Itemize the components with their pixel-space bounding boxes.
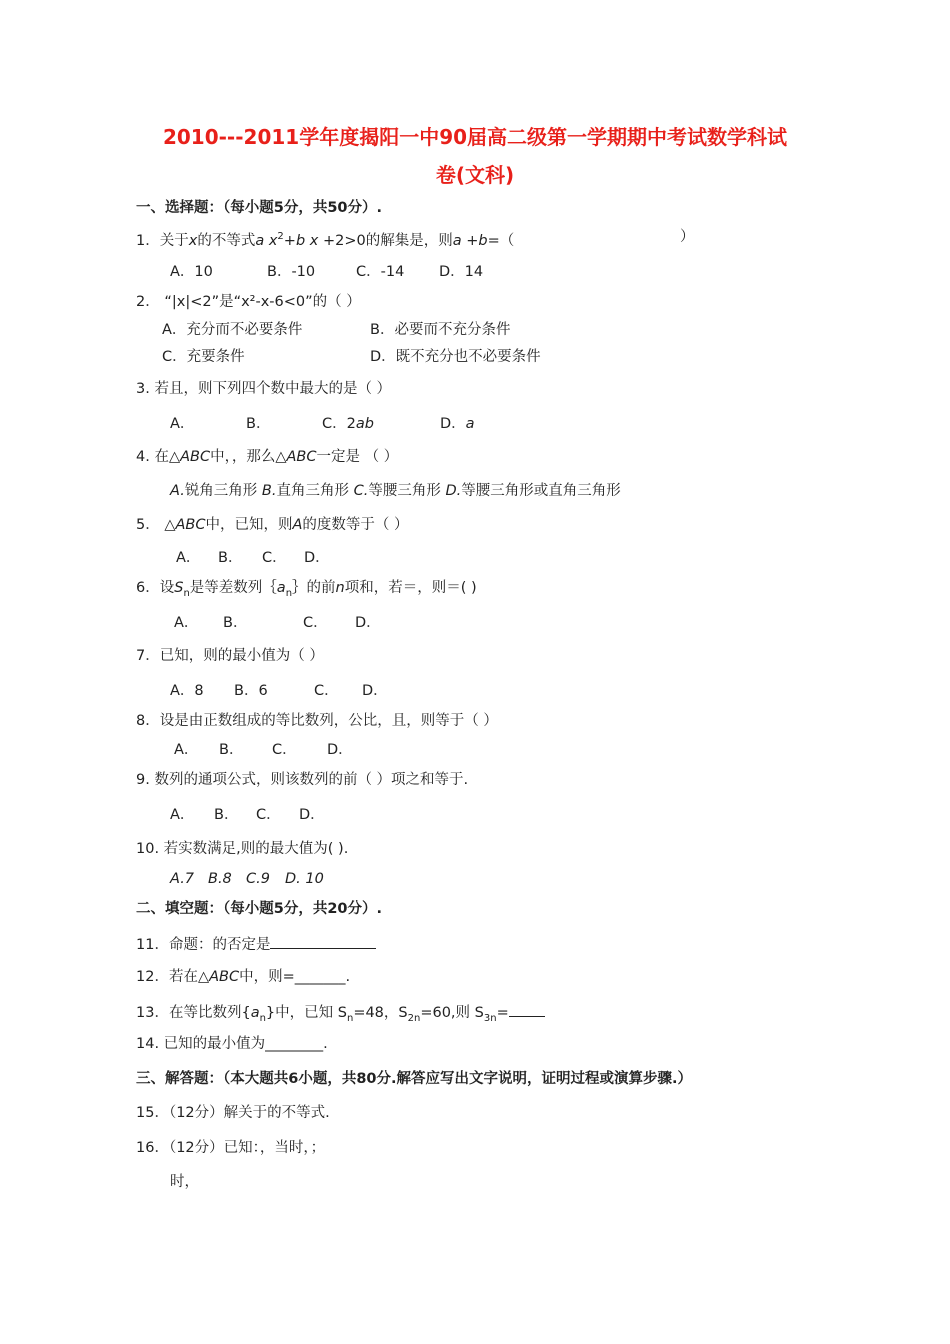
question-3: 3. 若且，则下列四个数中最大的是（ ） [136, 381, 392, 397]
exam-title-line2: 卷(文科) [435, 163, 515, 187]
q5-abc: ABC [175, 517, 206, 533]
q4-abc2: ABC [286, 449, 317, 465]
q5-option-a: A． [176, 550, 201, 566]
q6-option-c: C． [303, 615, 328, 631]
q11-answer-blank[interactable] [270, 933, 376, 949]
q5-post: 的度数等于（ ） [302, 517, 409, 533]
q6-mid2: ｝的前 [292, 580, 336, 596]
q1-eq: =（ [487, 232, 515, 249]
question-9: 9. 数列的通项公式，则该数列的前（ ）项之和等于. [136, 772, 469, 788]
q13-mid2: =48，S [353, 1005, 408, 1021]
q10-option-b: B.8 [208, 871, 232, 887]
question-12 [136, 967, 350, 987]
q5-option-b: B． [218, 550, 243, 566]
q13-mid3: =60,则 S [420, 1005, 484, 1021]
question-7: 7．已知，则的最小值为（ ） [136, 648, 324, 664]
q5-pre: 5． △ [136, 517, 176, 533]
q13-sub2: 2n [407, 1012, 421, 1024]
question-13 [136, 1001, 545, 1029]
q1-sup2: 2 [277, 231, 284, 242]
q4-option-d-label: D. [445, 483, 462, 499]
q1-plus1: + [283, 232, 296, 249]
exam-title-line1: 2010---2011学年度揭阳一中90届高二级第一学期期中考试数学科试 [162, 125, 788, 149]
q3-option-d-label: D． [440, 416, 466, 432]
q6-an: a [276, 580, 286, 596]
q6-pre: 6．设 [136, 580, 175, 596]
q2-option-a: A．充分而不必要条件 [162, 322, 303, 338]
question-10: 10. 若实数满足,则的最大值为( ). [136, 841, 349, 857]
question-5 [136, 515, 409, 535]
q4-option-b: 直角三角形 [276, 483, 354, 499]
q1-option-c: C．-14 [356, 264, 405, 280]
q5-a: A [292, 517, 303, 533]
q5-mid: 中，已知，则 [205, 517, 293, 533]
q8-option-c: C． [272, 742, 297, 758]
question-15: 15．（12分）解关于的不等式. [136, 1105, 330, 1121]
question-1 [136, 227, 514, 251]
q1-a1: a [255, 232, 265, 249]
q6-mid1: 是等差数列｛ [189, 580, 277, 596]
question-11 [136, 933, 376, 955]
q3-option-c [322, 414, 374, 434]
q1-a2: a [452, 232, 462, 249]
q2-option-c: C．充要条件 [162, 349, 245, 365]
q9-option-c: C． [256, 807, 281, 823]
q6-option-b: B． [223, 615, 248, 631]
q4-option-a-label: A. [170, 483, 185, 499]
q4-option-c-label: C. [353, 483, 369, 499]
q4-post: 一定是 （ ） [316, 449, 399, 465]
q4-pre: 4. 在△ [136, 449, 181, 465]
question-14: 14. 已知的最小值为________. [136, 1036, 328, 1052]
q1-b1: b [295, 232, 306, 249]
q12-post: 中，则=_______. [239, 969, 351, 985]
q13-pre: 13．在等比数列{ [136, 1005, 251, 1021]
q6-sub-n: n [183, 587, 190, 599]
q13-sub3: 3n [483, 1012, 497, 1024]
q1-x1: x [188, 232, 198, 249]
section-choice-heading: 一、选择题：（每小题5分，共50分）. [136, 200, 383, 216]
q2-option-d: D．既不充分也不必要条件 [370, 349, 541, 365]
q3-option-b: B． [246, 416, 271, 432]
q4-mid: 中，，那么△ [210, 449, 287, 465]
q8-option-d: D． [327, 742, 353, 758]
q4-option-b-label: B. [261, 483, 277, 499]
q3-option-c-ab: ab [355, 416, 374, 432]
q10-option-d: D. 10 [285, 871, 324, 887]
q9-option-a: A． [170, 807, 195, 823]
q5-option-c: C． [262, 550, 287, 566]
q7-option-b: B．6 [234, 683, 268, 699]
q7-option-d: D． [362, 683, 388, 699]
q1-x3: x [309, 232, 319, 249]
q13-an: a [250, 1005, 260, 1021]
q13-sub1: n [346, 1012, 354, 1024]
section-solve-heading: 三、解答题：（本大题共6小题，共80分.解答应写出文字说明，证明过程或演算步骤.） [136, 1071, 693, 1087]
q6-option-d: D． [355, 615, 381, 631]
q8-option-a: A． [174, 742, 199, 758]
q1-option-b: B．-10 [267, 264, 316, 280]
q13-answer-blank[interactable] [509, 1001, 545, 1017]
question-16: 16．（12分）已知：，当时，； [136, 1140, 326, 1156]
q4-option-a: 锐角三角形 [184, 483, 262, 499]
q10-option-a: A.7 [170, 871, 195, 887]
q1-plus2: + [461, 232, 479, 249]
q1-option-d: D．14 [439, 264, 484, 280]
q4-option-c: 等腰三角形 [368, 483, 446, 499]
q1-close-paren: ） [680, 229, 695, 245]
q13-post: = [496, 1005, 509, 1021]
q6-post: 项和，若＝，则＝( ) [344, 580, 477, 596]
q1-b2: b [478, 232, 488, 249]
q7-option-c: C． [314, 683, 339, 699]
q9-option-b: B． [214, 807, 239, 823]
q3-option-a: A． [170, 416, 195, 432]
q8-option-b: B． [219, 742, 244, 758]
q3-option-c-label: C．2 [322, 416, 356, 432]
q4-abc1: ABC [180, 449, 211, 465]
q9-option-d: D． [299, 807, 325, 823]
q1-rest: +2>0的解集是，则 [318, 232, 453, 249]
q1-mid: 的不等式 [197, 232, 256, 249]
q5-option-d: D． [304, 550, 330, 566]
q1-pre: 关于 [159, 232, 189, 249]
question-16-continuation: 时， [170, 1174, 199, 1190]
q10-option-c: C.9 [246, 871, 270, 887]
q6-s: S [174, 580, 184, 596]
question-2: 2． “|x|<2”是“x²-x-6<0”的（ ） [136, 294, 361, 310]
q12-pre: 12．若在△ [136, 969, 210, 985]
question-6 [136, 578, 477, 604]
q4-options [170, 481, 621, 501]
q12-abc: ABC [209, 969, 240, 985]
q13-mid1: }中，已知 S [265, 1005, 347, 1021]
q1-x2: x [268, 232, 278, 249]
q3-option-d [440, 414, 475, 434]
q1-option-a: A．10 [170, 264, 213, 280]
q1-num: 1． [136, 232, 160, 249]
question-4 [136, 447, 398, 467]
q4-option-d: 等腰三角形或直角三角形 [461, 483, 621, 499]
q6-option-a: A． [174, 615, 199, 631]
q7-option-a: A．8 [170, 683, 204, 699]
q6-sub-n2: n [285, 587, 293, 599]
q2-option-b: B．必要而不充分条件 [370, 322, 511, 338]
q13-sub-n: n [259, 1012, 266, 1024]
q11-text: 11．命题：的否定是 [136, 937, 271, 953]
question-8: 8．设是由正数组成的等比数列，公比，且，则等于（ ） [136, 713, 498, 729]
q6-n: n [335, 580, 345, 596]
q3-option-d-a: a [465, 416, 475, 432]
section-fill-heading: 二、填空题：（每小题5分，共20分）. [136, 901, 383, 917]
